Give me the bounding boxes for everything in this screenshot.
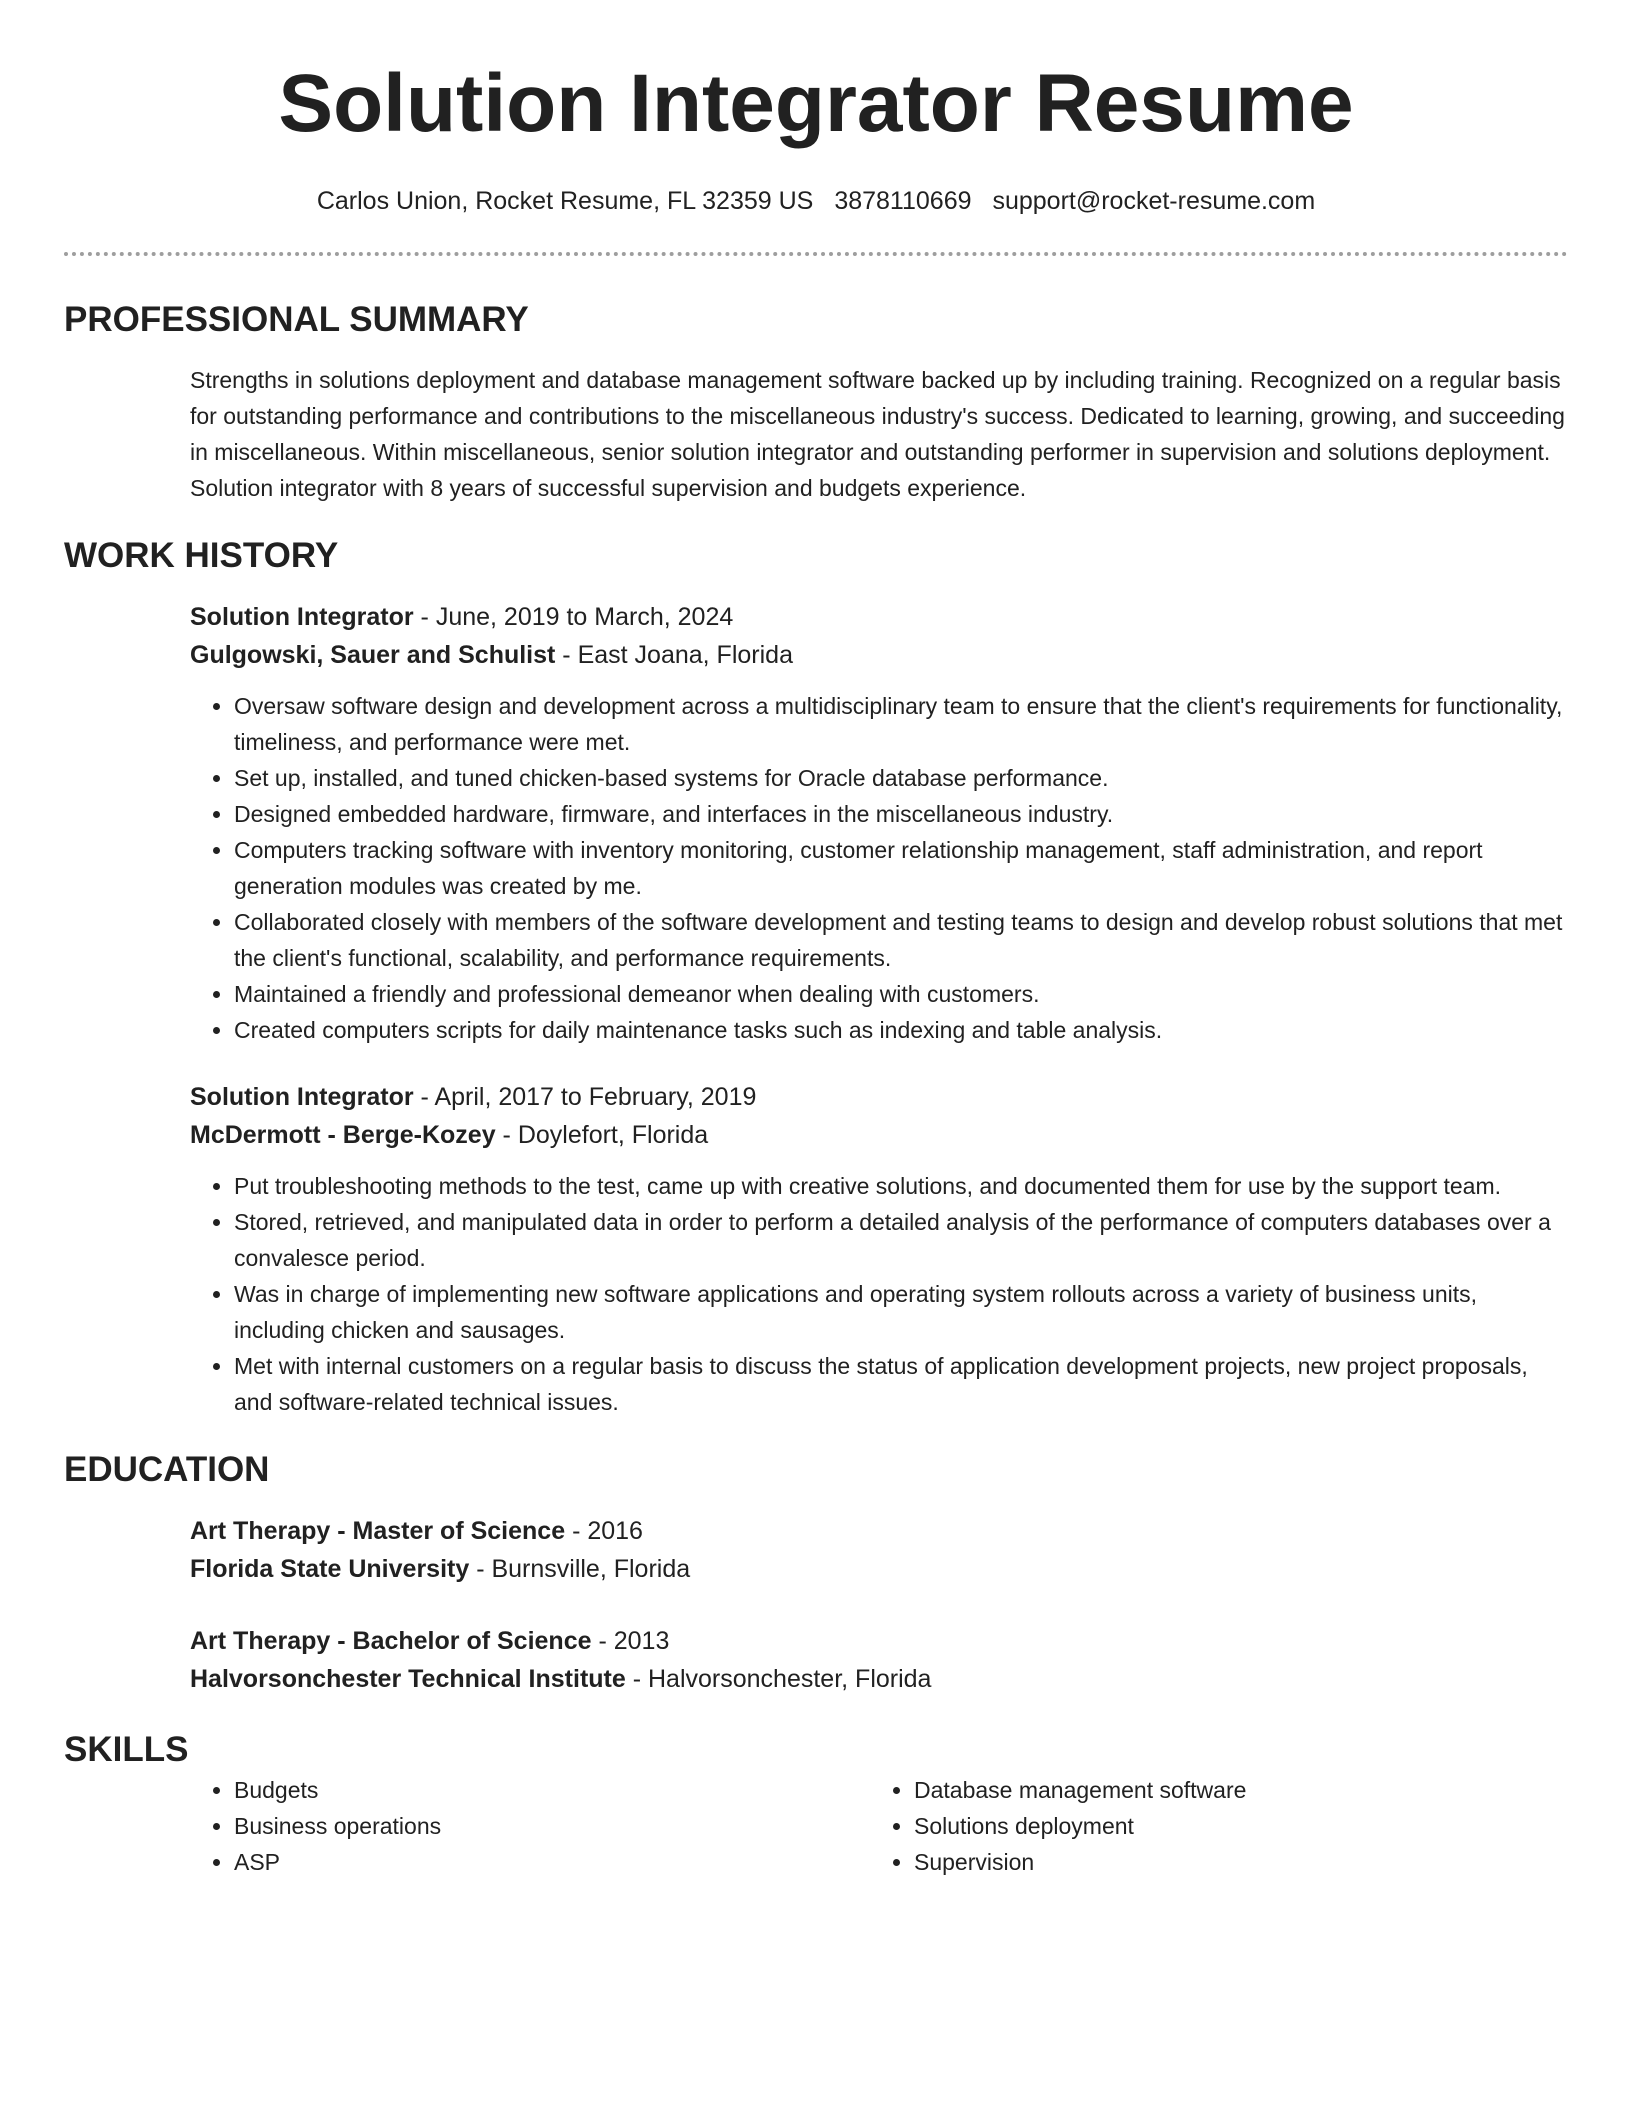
education-heading: EDUCATION [64, 1450, 270, 1489]
list-item: • Supervision [914, 1844, 1550, 1880]
job-position: Solution Integrator [190, 603, 414, 631]
skills-list [870, 1772, 1550, 1880]
job-entry [190, 1078, 1568, 1420]
degree-name: Art Therapy - Bachelor of Science [190, 1627, 592, 1655]
job-location: - Doylefort, Florida [495, 1121, 709, 1149]
education-section [64, 1448, 1568, 1698]
job-company-line [190, 636, 1568, 674]
school-name: Florida State University [190, 1555, 470, 1583]
list-item: • Stored, retrieved, and manipulated data in order to perform a detailed analysis of the performance of computers databases over a convalesce period. [234, 1204, 1568, 1276]
list-item: • Business operations [234, 1808, 870, 1844]
skills-column-right [870, 1772, 1550, 1880]
list-item: • Designed embedded hardware, firmware, and interfaces in the miscellaneous industry. [234, 796, 1568, 832]
work-history-heading: WORK HISTORY [64, 536, 339, 575]
job-location: - East Joana, Florida [555, 641, 793, 669]
education-entry [190, 1512, 1568, 1588]
degree-name: Art Therapy - Master of Science [190, 1517, 566, 1545]
contact-phone: 3878110669 [834, 187, 972, 215]
list-item: • Created computers scripts for daily maintenance tasks such as indexing and table analysis. [234, 1012, 1568, 1048]
summary-section [64, 298, 1568, 506]
list-item: • Was in charge of implementing new software applications and operating system rollouts across a variety of business units, including chicken and sausages. [234, 1276, 1568, 1348]
list-item: • ASP [234, 1844, 870, 1880]
job-company-line [190, 1116, 1568, 1154]
degree-year: - 2016 [565, 1517, 643, 1545]
education-body [190, 1512, 1568, 1698]
job-entry [190, 598, 1568, 1048]
list-item: • Budgets [234, 1772, 870, 1808]
work-history-section [64, 534, 1568, 1420]
skills-section [64, 1728, 1568, 1880]
list-item: • Computers tracking software with inventory monitoring, customer relationship management, staff administration, and report generation modules was created by me. [234, 832, 1568, 904]
job-title-line [190, 598, 1568, 636]
list-item: • Met with internal customers on a regular basis to discuss the status of application development projects, new project proposals, and software-related technical issues. [234, 1348, 1568, 1420]
contact-email: support@rocket-resume.com [992, 187, 1316, 215]
degree-line [190, 1622, 1568, 1660]
work-history-body [190, 598, 1568, 1420]
skills-column-left [190, 1772, 870, 1880]
job-title-line [190, 1078, 1568, 1116]
degree-year: - 2013 [591, 1627, 670, 1655]
header-divider [64, 252, 1568, 256]
list-item: • Solutions deployment [914, 1808, 1550, 1844]
list-item: • Database management software [914, 1772, 1550, 1808]
job-company: Gulgowski, Sauer and Schulist [190, 641, 556, 669]
summary-heading: PROFESSIONAL SUMMARY [64, 300, 529, 339]
list-item: • Oversaw software design and development across a multidisciplinary team to ensure that the client's requirements for functionality, timeliness, and performance were met. [234, 688, 1568, 760]
skills-body [190, 1772, 1568, 1880]
summary-text: Strengths in solutions deployment and database management software backed up by including training. Recognized on a regular basis for outstanding performance and contributions to the miscellaneous industry's success. Dedicated to learning, growing, and succeeding in miscellaneous. Within miscellaneous, senior solution integrator and outstanding performer in supervision and solutions deployment. Solution integrator with 8 years of successful supervision and budgets experience. [190, 367, 1565, 501]
school-location: - Burnsville, Florida [469, 1555, 691, 1583]
contact-address: Carlos Union, Rocket Resume, FL 32359 US [316, 187, 814, 215]
list-item: • Maintained a friendly and professional demeanor when dealing with customers. [234, 976, 1568, 1012]
contact-line [64, 184, 1568, 218]
list-item: • Put troubleshooting methods to the test, came up with creative solutions, and documented them for use by the support team. [234, 1168, 1568, 1204]
school-name: Halvorsonchester Technical Institute [190, 1665, 626, 1693]
resume-header [64, 0, 1568, 218]
school-line [190, 1550, 1568, 1588]
list-item: • Set up, installed, and tuned chicken-based systems for Oracle database performance. [234, 760, 1568, 796]
skills-heading: SKILLS [64, 1730, 189, 1769]
summary-body [190, 362, 1568, 506]
job-bullets [190, 688, 1568, 1048]
degree-line [190, 1512, 1568, 1550]
list-item: • Collaborated closely with members of the software development and testing teams to design and develop robust solutions that met the client's functional, scalability, and performance requirements. [234, 904, 1568, 976]
job-company: McDermott - Berge-Kozey [190, 1121, 496, 1149]
job-dates: - April, 2017 to February, 2019 [413, 1083, 757, 1111]
job-dates: - June, 2019 to March, 2024 [413, 603, 734, 631]
education-entry [190, 1622, 1568, 1698]
job-position: Solution Integrator [190, 1083, 414, 1111]
page-title: Solution Integrator Resume [278, 58, 1354, 149]
job-bullets [190, 1168, 1568, 1420]
skills-list [190, 1772, 870, 1880]
school-location: - Halvorsonchester, Florida [625, 1665, 932, 1693]
school-line [190, 1660, 1568, 1698]
